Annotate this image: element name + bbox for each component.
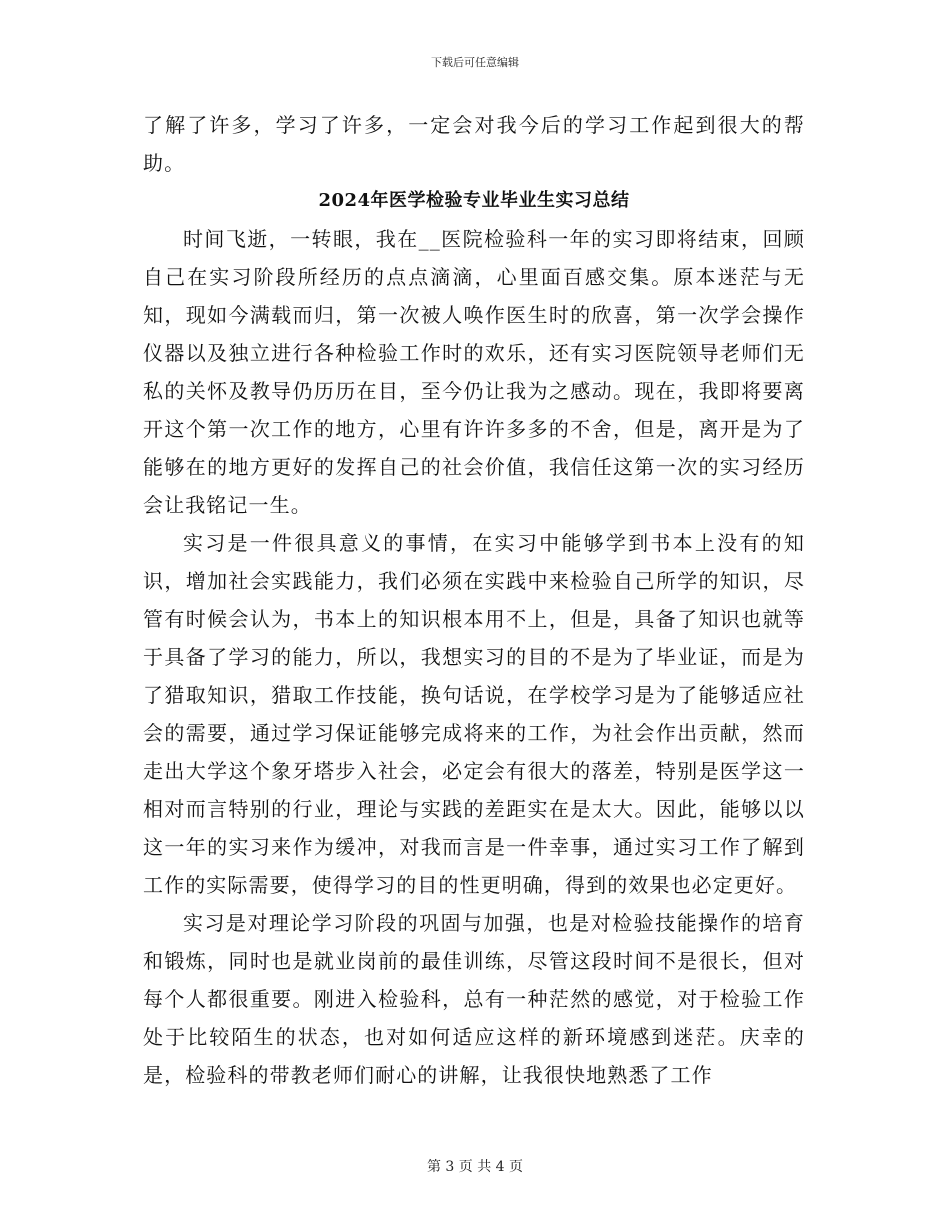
body-paragraph-1: 时间飞逝，一转眼，我在__医院检验科一年的实习即将结束，回顾自己在实习阶段所经历的点点滴滴，心里面百感交集。原本迷茫与无知，现如今满载而归，第一次被人唤作医生时的欣喜，第一次学会操作仪器以及独立进行各种检验工作时的欢乐，还有实习医院领导老师们无私的关怀及教导仍历历在目，至今仍让我为之感动。现在，我即将要离开这个第一次工作的地方，心里有许许多多的不舍，但是，离开是为了能够在的地方更好的发挥自己的社会价值，我信任这第一次的实习经历会让我铭记一生。	[143, 227, 805, 517]
body-paragraph-2: 实习是一件很具意义的事情，在实习中能够学到书本上没有的知识，增加社会实践能力，我们必须在实践中来检验自己所学的知识，尽管有时候会认为，书本上的知识根本用不上，但是，具备了知识也就等于具备了学习的能力，所以，我想实习的目的不是为了毕业证，而是为了猎取知识，猎取工作技能，换句话说，在学校学习是为了能够适应社会的需要，通过学习保证能够完成将来的工作，为社会作出贡献，然而走出大学这个象牙塔步入社会，必定会有很大的落差，特别是医学这一相对而言特别的行业，理论与实践的差距实在是太大。因此，能够以以这一年的实习来作为缓冲，对我而言是一件幸事，通过实习工作了解到工作的实际需要，使得学习的目的性更明确，得到的效果也必定更好。	[143, 531, 805, 897]
lead-paragraph: 了解了许多，学习了许多，一定会对我今后的学习工作起到很大的帮助。	[143, 113, 805, 175]
document-title: 2024年医学检验专业毕业生实习总结	[318, 190, 630, 211]
header-note: 下载后可任意编辑	[431, 56, 519, 69]
body-paragraph-3: 实习是对理论学习阶段的巩固与加强，也是对检验技能操作的培育和锻炼，同时也是就业岗前的最佳训练，尽管这段时间不是很长，但对每个人都很重要。刚进入检验科，总有一种茫然的感觉，对于检验工作处于比较陌生的状态，也对如何适应这样的新环境感到迷茫。庆幸的是，检验科的带教老师们耐心的讲解，让我很快地熟悉了工作	[143, 911, 805, 1087]
page-indicator: 第 3 页 共 4 页	[426, 1159, 524, 1175]
document-body	[143, 106, 805, 1094]
